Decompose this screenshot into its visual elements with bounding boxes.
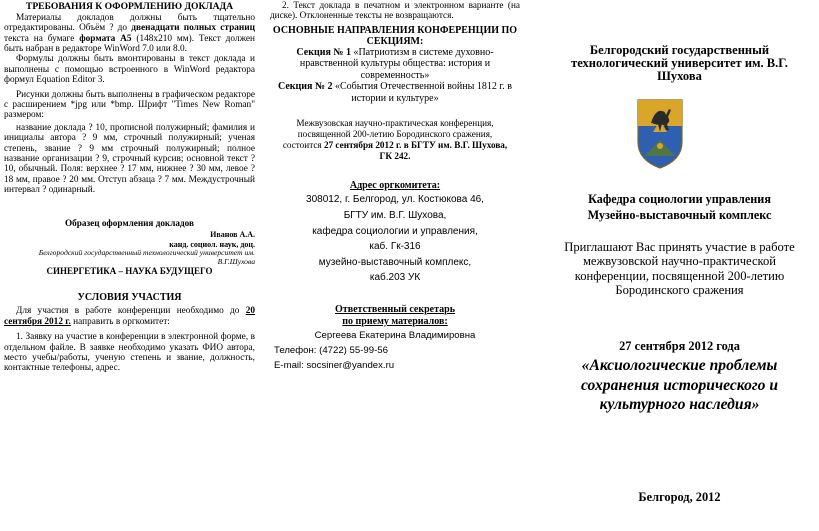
requirements-column: [0, 0, 258, 531]
invitation-text: Приглашают Вас принять участие в работе межвузовской научно-практической конференции, посвященной 200-летию Бородинского сражения: [564, 240, 795, 298]
sample-paper-title: СИНЕРГЕТИКА – НАУКА БУДУЩЕГО: [46, 266, 213, 277]
city-year: Белгород, 2012: [638, 490, 721, 504]
requirements-figures: Рисунки должны быть выполнены в графическом редакторе с расширением *jpg или *bmp. Шрифт "Times New Roman" размером:: [4, 89, 255, 121]
address-title: Адрес оргкомитета:: [349, 180, 441, 192]
info-column: [266, 0, 524, 531]
coat-of-arms: [635, 96, 685, 170]
requirements-volume: Материалы докладов должны быть тщательно отредактированы. Объём ? до двенадцати полных страниц текста на бумаге формата А5 (148x210 мм). Текст должен быть набран в редакторе WinWord 7.0 или 8.0.: [4, 12, 255, 55]
conditions-deadline: Для участия в работе конференции необходимо до 20 сентября 2012 г. направить в оргкомитет:: [4, 306, 255, 327]
conditions-item-2: 2. Текст доклада в печатном и электронном варианте (на диске). Отклоненные тексты не возвращаются.: [270, 0, 520, 21]
section-2: Секция № 2 «События Отечественной войны 1812 г. в истории и культуре»: [277, 81, 513, 104]
address-line: каб.203 УК: [369, 272, 421, 284]
secretary-title: Ответственный секретарь: [335, 303, 455, 315]
section-1: Секция № 1 «Патриотизм в системе духовно-нравственной культуры общества: история и современность»: [296, 46, 494, 81]
secretary-name: Сергеева Екатерина Владимировна: [314, 329, 476, 341]
sample-degree: канд. социол. наук, доц.: [169, 239, 255, 249]
museum-complex: Музейно-выставочный комплекс: [587, 208, 772, 222]
conference-title: «Аксиологические проблемы сохранения исторического и культурного наследия»: [580, 357, 779, 413]
sample-organization: Белгородский государственный технологический университет им. В.Г.Шухова: [38, 248, 255, 266]
address-line: 308012, г. Белгород, ул. Костюкова 46,: [306, 194, 484, 206]
sample-author: Иванов А.А.: [210, 230, 255, 240]
address-block: [270, 192, 520, 286]
department: Кафедра социологии управления: [588, 192, 771, 206]
secretary-subtitle: по приему материалов:: [342, 315, 448, 327]
coat-of-arms-icon: [635, 96, 685, 170]
address-line: кафедра социологии и управления,: [312, 225, 478, 237]
cover-column: [540, 0, 819, 531]
address-line: БГТУ им. В.Г. Шухова,: [343, 209, 447, 221]
university-name: Белгородский государственный технологический университет им. В.Г. Шухова: [571, 43, 788, 83]
address-line: музейно-выставочный комплекс,: [318, 256, 472, 268]
sample-title: Образец оформления докладов: [65, 217, 194, 228]
address-line: каб. Гк-316: [369, 241, 421, 253]
requirements-title: ТРЕБОВАНИЯ К ОФОРМЛЕНИЮ ДОКЛАДА: [25, 1, 234, 12]
conference-info: Межвузовская научно-практическая конференция, посвященной 200-летию Бородинского сражения, состоится 27 сентября 2012 г. в БГТУ им. В.Г. Шухова, ГК 242.: [282, 118, 508, 162]
conference-date: 27 сентября 2012 года: [619, 339, 740, 353]
secretary-email: E-mail: socsiner@yandex.ru: [274, 359, 395, 371]
requirements-formulas: Формулы должны быть вмонтированы в текст доклада и выполнены с помощью встроенного в WinWord редактора формул Equation Editor 3.: [4, 54, 255, 86]
conditions-title: УСЛОВИЯ УЧАСТИЯ: [77, 292, 182, 304]
secretary-phone: Телефон: (4722) 55-99-56: [274, 344, 388, 356]
requirements-fonts: название доклада ? 10, прописной полужирный; фамилия и инициалы автора ? 9 мм, строчный полужирный; ученая степень, звание ? 9 мм строчный полужирный; полное название организации ? 9, строчный курсив; основной текст ? 10, обычный. Поля: верхнее ? 17 мм, нижнее ? 30 мм, левое ?18 мм, правое ? 20 мм. Отступ абзаца ? 7 мм. Междустрочный интервал ? одинарный.: [4, 122, 255, 196]
directions-title: ОСНОВНЫЕ НАПРАВЛЕНИЯ КОНФЕРЕНЦИИ ПО СЕКЦИЯМ:: [272, 24, 518, 47]
conditions-item-1: 1. Заявку на участие в конференции в электронной форме, в отдельном файле. В заявке необходимо указать ФИО автора, место учебы/работы, ученую степень и звание, должность, контактные телефоны, адрес.: [4, 332, 255, 374]
